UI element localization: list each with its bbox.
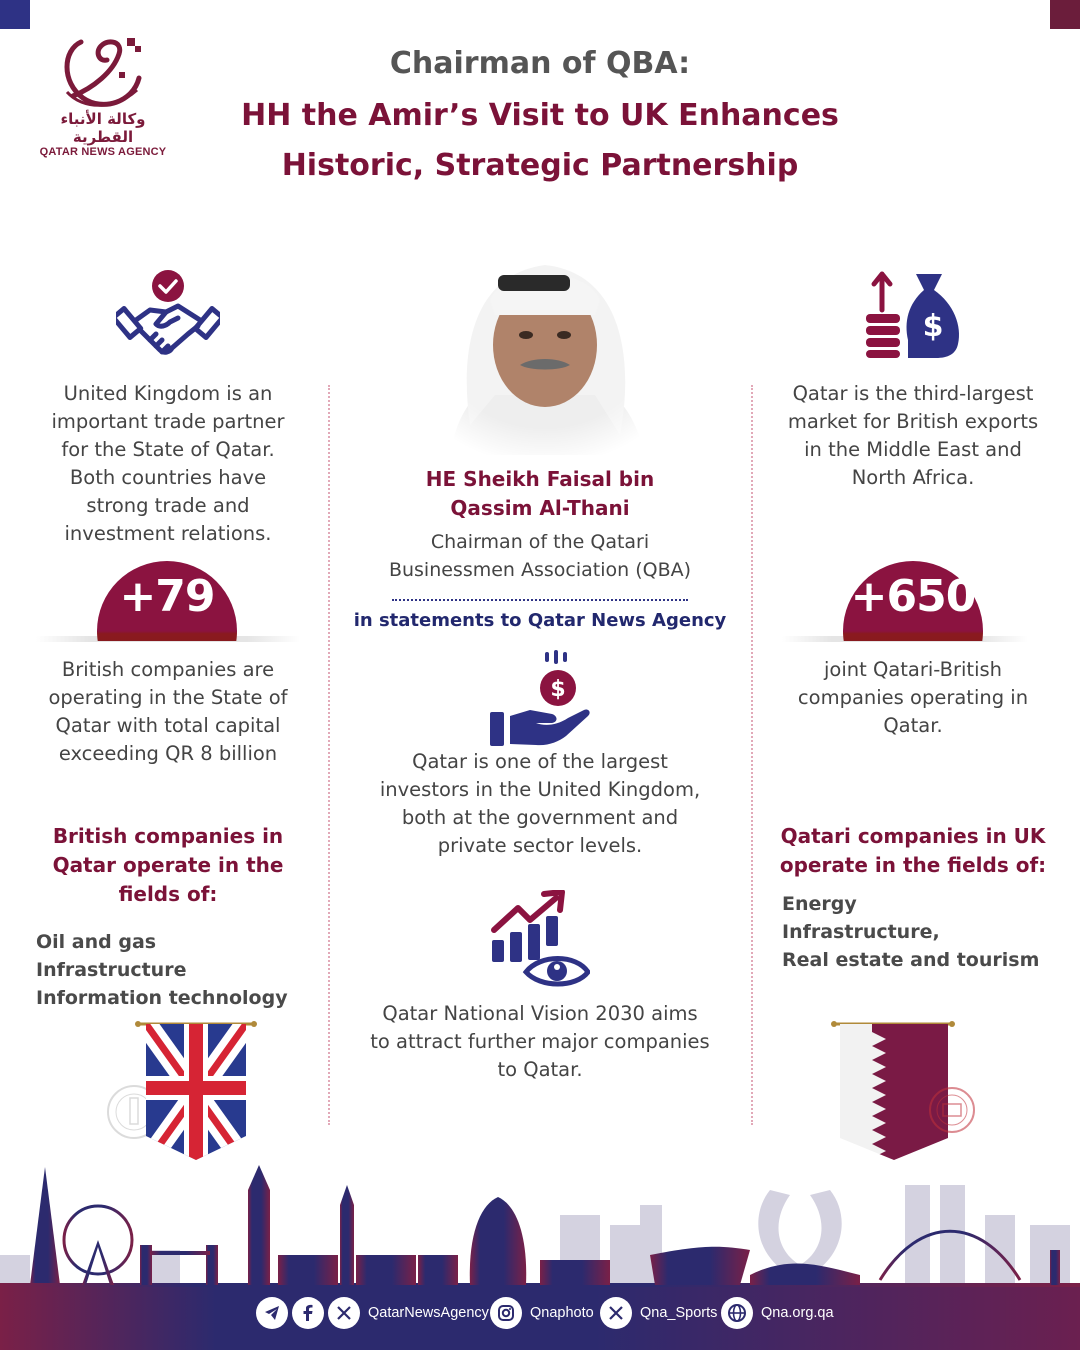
social-qnaphoto[interactable] xyxy=(490,1296,594,1330)
chairman-role-line1: Chairman of the Qatari xyxy=(430,531,650,553)
field-item: Oil and gas xyxy=(36,931,157,953)
stat-badge-650 xyxy=(843,561,983,641)
chairman-name-line2: Qassim Al-Thani xyxy=(450,496,630,520)
social-qna-sports[interactable] xyxy=(600,1296,717,1330)
x-icon[interactable] xyxy=(600,1297,632,1329)
svg-text:$: $ xyxy=(550,677,566,702)
center-item2-text: Qatar National Vision 2030 aims to attract further major companies to Qatar. xyxy=(370,1002,710,1081)
title-main-line2: Historic, Strategic Partnership xyxy=(281,148,799,183)
hand-coin-dollar-icon xyxy=(488,650,592,748)
globe-icon[interactable] xyxy=(721,1297,753,1329)
field-item: Infrastructure, xyxy=(782,921,940,943)
right-intro-text: Qatar is the third-largest market for British exports in the Middle East and North Africa. xyxy=(787,382,1039,489)
left-stat-description: British companies are operating in the State of Qatar with total capital exceeding QR 8 billion xyxy=(48,658,288,765)
corner-accent-navy xyxy=(0,0,30,29)
uk-flag-pennant xyxy=(96,1014,276,1164)
website-link[interactable]: Qna.org.qa xyxy=(761,1305,834,1321)
qna-emblem-icon xyxy=(53,32,153,112)
left-fields-heading: British companies in Qatar operate in the fields of: xyxy=(52,824,284,906)
divider-left xyxy=(328,385,330,1125)
qatar-flag-pennant xyxy=(812,1014,992,1164)
field-item: Information technology xyxy=(36,987,288,1009)
x-icon[interactable] xyxy=(328,1297,360,1329)
logo-arabic-text: وكالة الأنباء القطرية xyxy=(60,110,146,146)
social-website[interactable] xyxy=(721,1296,834,1330)
field-item: Infrastructure xyxy=(36,959,187,981)
corner-accent-maroon xyxy=(1050,0,1080,29)
divider-right xyxy=(751,385,753,1125)
left-fields-list xyxy=(36,928,288,1012)
statement-source: in statements to Qatar News Agency xyxy=(353,610,727,631)
chairman-portrait xyxy=(420,245,670,455)
chairman-name-line1: HE Sheikh Faisal bin xyxy=(425,467,655,491)
right-fields-heading: Qatari companies in UK operate in the fields of: xyxy=(779,824,1047,877)
stat-value: +79 xyxy=(119,571,215,622)
social-handle[interactable]: QatarNewsAgency xyxy=(368,1305,489,1321)
title-subtitle: Chairman of QBA: xyxy=(389,46,691,81)
social-handle[interactable]: Qna_Sports xyxy=(640,1305,718,1321)
telegram-icon[interactable] xyxy=(256,1297,288,1329)
chairman-role xyxy=(360,528,720,584)
handshake-check-icon xyxy=(116,268,220,364)
stat-value: +650 xyxy=(850,571,976,622)
right-stat-description: joint Qatari-British companies operating in Qatar. xyxy=(797,658,1029,737)
field-item: Real estate and tourism xyxy=(782,949,1040,971)
social-qatarnewsagency[interactable] xyxy=(256,1296,489,1330)
growth-chart-eye-icon xyxy=(490,890,590,990)
instagram-icon[interactable] xyxy=(490,1297,522,1329)
svg-text:$: $ xyxy=(922,309,944,344)
money-bag-coins-icon xyxy=(864,270,964,360)
title-main-line1: HH the Amir’s Visit to UK Enhances xyxy=(241,98,839,133)
chairman-name xyxy=(360,465,720,523)
chairman-role-line2: Businessmen Association (QBA) xyxy=(388,559,692,581)
qna-logo xyxy=(28,32,178,162)
stat-badge-79 xyxy=(97,561,237,641)
doha-stamp-icon xyxy=(930,1088,974,1132)
field-item: Energy xyxy=(782,893,857,915)
logo-english-text: QATAR NEWS AGENCY xyxy=(39,146,167,158)
right-fields-list xyxy=(782,890,1039,974)
left-intro-text: United Kingdom is an important trade partner for the State of Qatar. Both countries have strong trade and investment relations. xyxy=(51,382,285,545)
social-handle[interactable]: Qnaphoto xyxy=(530,1305,594,1321)
london-doha-skyline xyxy=(0,1155,1080,1290)
facebook-icon[interactable] xyxy=(292,1297,324,1329)
dotted-separator xyxy=(392,599,688,601)
center-item1-text: Qatar is one of the largest investors in the United Kingdom, both at the government and private sector levels. xyxy=(379,750,701,857)
